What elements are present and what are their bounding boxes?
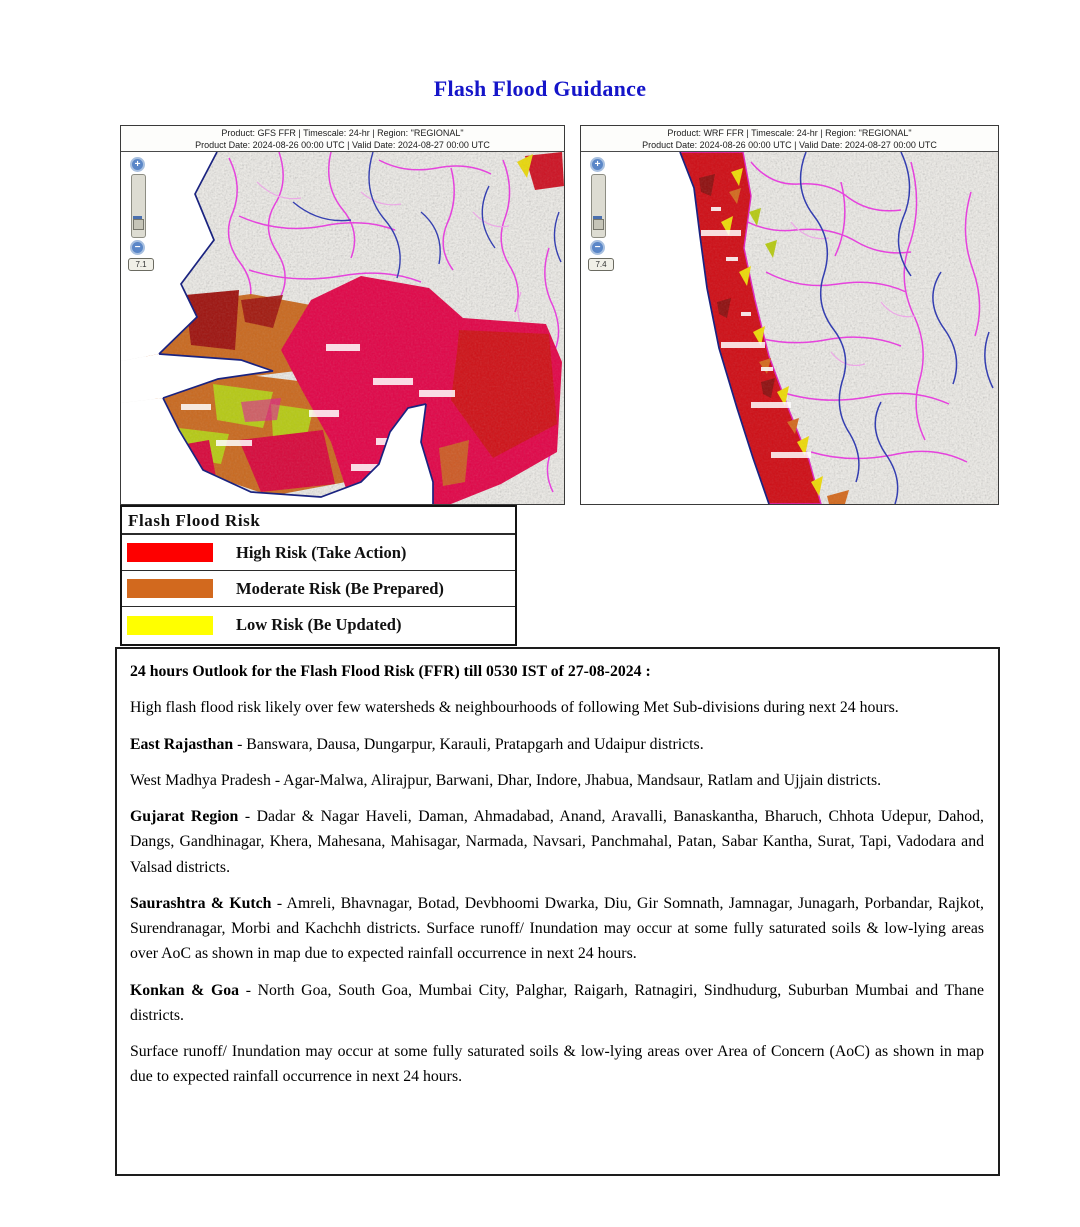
wrf-map-canvas[interactable] [581, 152, 998, 504]
zoom-in-button[interactable]: + [590, 157, 605, 172]
wrf-map-panel [580, 125, 999, 505]
region-name: Saurashtra & Kutch [130, 894, 272, 912]
gfs-header-line1: Product: GFS FFR | Timescale: 24-hr | Region: "REGIONAL" [221, 128, 464, 138]
gfs-zoom-control [128, 157, 154, 271]
outlook-paragraph: West Madhya Pradesh - Agar-Malwa, Alirajpur, Barwani, Dhar, Indore, Jhabua, Mandsaur, Ratlam and Ujjain districts. [130, 771, 882, 789]
outlook-heading: 24 hours Outlook for the Flash Flood Risk (FFR) till 0530 IST of 27-08-2024 : [130, 663, 651, 680]
outlook-paragraphs [130, 695, 984, 1089]
zoom-level-readout: 7.1 [128, 258, 154, 271]
legend-color-swatch [127, 579, 213, 598]
zoom-slider-track[interactable] [591, 174, 606, 238]
wrf-header-line2: Product Date: 2024-08-26 00:00 UTC | Valid Date: 2024-08-27 00:00 UTC [642, 140, 937, 150]
outlook-paragraph: High flash flood risk likely over few watersheds & neighbourhoods of following Met Sub-divisions during next 24 hours. [130, 699, 899, 717]
outlook-paragraph: Surface runoff/ Inundation may occur at some fully saturated soils & low-lying areas over Area of Concern (AoC) as shown in map due to expected rainfall occurrence in next 24 hours. [130, 1043, 984, 1086]
zoom-out-button[interactable]: − [590, 240, 605, 255]
gfs-map-canvas[interactable] [121, 152, 564, 504]
zoom-out-button[interactable]: − [130, 240, 145, 255]
region-name: Gujarat Region [130, 808, 239, 826]
outlook-paragraph: East Rajasthan - Banswara, Dausa, Dungarpur, Karauli, Pratapgarh and Udaipur districts. [130, 735, 704, 753]
outlook-paragraph: Gujarat Region - Dadar & Nagar Haveli, Daman, Ahmadabad, Anand, Aravalli, Banaskantha, Bharuch, Chhota Udepur, Dahod, Dangs, Gandhinagar, Khera, Mahesana, Mahisagar, Narmada, Navsari, Panchmahal, Patan, Sabar Kantha, Surat, Tapi, Vadodara and Valsad districts. [130, 808, 984, 876]
zoom-level-readout: 7.4 [588, 258, 614, 271]
legend-row [122, 535, 515, 571]
legend-color-swatch [127, 543, 213, 562]
outlook-text-box [115, 647, 1000, 1176]
region-name: East Rajasthan [130, 735, 234, 753]
outlook-paragraph: Konkan & Goa - North Goa, South Goa, Mumbai City, Palghar, Raigarh, Ratnagiri, Sindhudurg, Suburban Mumbai and Thane districts. [130, 981, 984, 1024]
gfs-header-line2: Product Date: 2024-08-26 00:00 UTC | Valid Date: 2024-08-27 00:00 UTC [195, 140, 490, 150]
wrf-header-line1: Product: WRF FFR | Timescale: 24-hr | Region: "REGIONAL" [667, 128, 912, 138]
zoom-slider-track[interactable] [131, 174, 146, 238]
gfs-map-panel [120, 125, 565, 505]
wrf-map-header [581, 126, 998, 152]
region-name: Konkan & Goa [130, 981, 240, 999]
outlook-paragraph: Saurashtra & Kutch - Amreli, Bhavnagar, Botad, Devbhoomi Dwarka, Diu, Gir Somnath, Jamnagar, Junagarh, Porbandar, Rajkot, Surendranagar, Morbi and Kachchh districts. Surface runoff/ Inundation may occur at some fully saturated soils & low-lying areas over AoC as shown in map due to expected rainfall occurrence in next 24 hours. [130, 894, 984, 963]
wrf-zoom-control [588, 157, 614, 271]
legend-row-label: Low Risk (Be Updated) [236, 615, 402, 634]
gfs-map-header [121, 126, 564, 152]
legend-row [122, 571, 515, 607]
page-title: Flash Flood Guidance [433, 76, 647, 101]
gfs-map-graphic [121, 152, 564, 504]
legend-row-label: Moderate Risk (Be Prepared) [236, 578, 444, 598]
legend-row-label: High Risk (Take Action) [236, 542, 407, 562]
legend-rows [122, 535, 515, 643]
legend-row [122, 607, 515, 643]
zoom-slider-handle[interactable] [593, 219, 604, 230]
zoom-slider-handle[interactable] [133, 219, 144, 230]
flood-risk-legend [120, 505, 517, 646]
zoom-in-button[interactable]: + [130, 157, 145, 172]
wrf-map-graphic [581, 152, 998, 504]
legend-title: Flash Flood Risk [122, 507, 515, 535]
legend-color-swatch [127, 616, 213, 635]
